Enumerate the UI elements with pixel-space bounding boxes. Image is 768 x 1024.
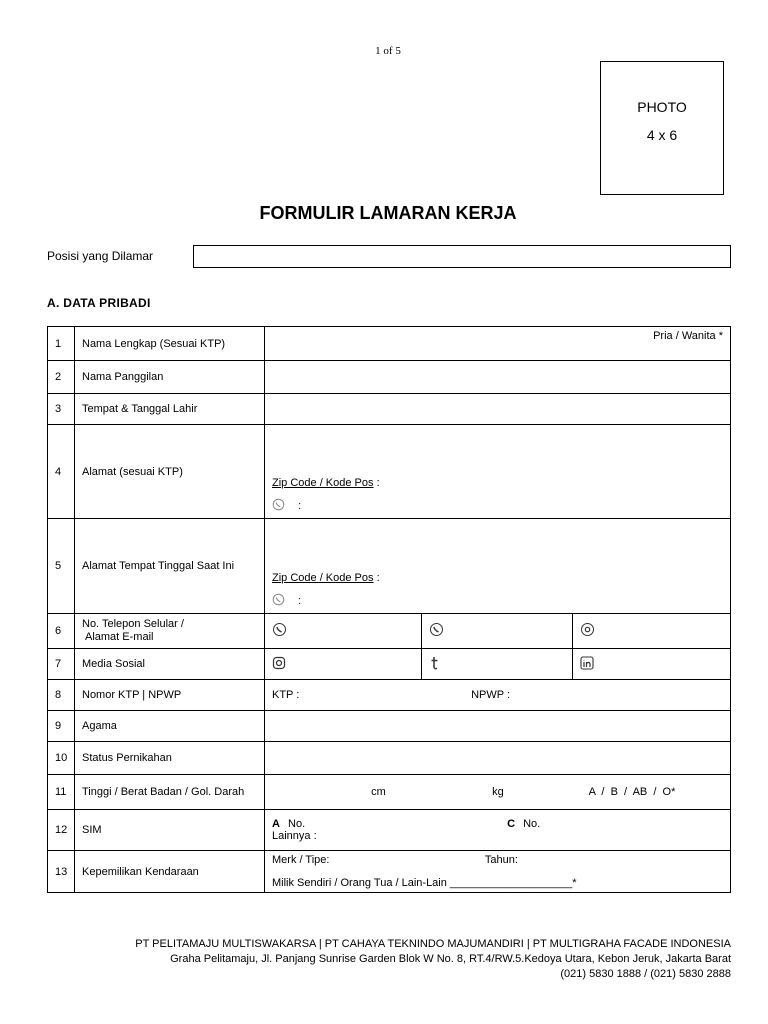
row-label: Nomor KTP | NPWP bbox=[75, 680, 265, 711]
row-number: 6 bbox=[48, 614, 75, 649]
golongan-darah-options[interactable]: A / B / AB / O* bbox=[588, 786, 676, 798]
instagram-icon bbox=[272, 656, 286, 673]
tumblr-field[interactable] bbox=[421, 649, 572, 679]
status-pernikahan-field[interactable] bbox=[265, 742, 731, 775]
sim-a-field[interactable]: A No. bbox=[272, 818, 306, 830]
row-label: Nama Panggilan bbox=[75, 361, 265, 394]
alamat-ktp-field[interactable] bbox=[265, 425, 731, 519]
table-row bbox=[48, 851, 731, 893]
kepemilikan-field[interactable]: Milik Sendiri / Orang Tua / Lain-Lain ____________________* bbox=[272, 877, 577, 889]
alamat-tinggal-field[interactable] bbox=[265, 519, 731, 614]
footer-phone: (021) 5830 1888 / (021) 5830 2888 bbox=[560, 968, 731, 980]
table-row bbox=[48, 394, 731, 425]
instagram-field[interactable] bbox=[265, 649, 421, 679]
tinggi-field[interactable]: cm bbox=[371, 786, 386, 798]
ttl-field[interactable] bbox=[265, 394, 731, 425]
ktp-field[interactable]: KTP : bbox=[272, 689, 300, 701]
agama-field[interactable] bbox=[265, 711, 731, 742]
row-number: 8 bbox=[48, 680, 75, 711]
photo-box[interactable] bbox=[600, 61, 724, 195]
row-number: 11 bbox=[48, 775, 75, 810]
table-row bbox=[48, 649, 731, 680]
row-label: Alamat (sesuai KTP) bbox=[75, 425, 265, 519]
table-row bbox=[48, 519, 731, 614]
footer-companies: PT PELITAMAJU MULTISWAKARSA | PT CAHAYA TEKNINDO MAJUMANDIRI | PT MULTIGRAHA FACADE INDONESIA bbox=[135, 938, 731, 950]
row-label: Alamat Tempat Tinggal Saat Ini bbox=[75, 519, 265, 614]
zip-label: Zip Code / Kode Pos bbox=[272, 477, 374, 489]
table-row bbox=[48, 425, 731, 519]
whatsapp-icon bbox=[272, 498, 285, 514]
zip-colon: : bbox=[376, 477, 380, 489]
row-number: 7 bbox=[48, 649, 75, 680]
photo-label: PHOTO bbox=[637, 99, 687, 115]
row-label: No. Telepon Selular / Alamat E-mail bbox=[75, 614, 265, 649]
row-number: 5 bbox=[48, 519, 75, 614]
email-icon bbox=[580, 622, 595, 640]
linkedin-icon bbox=[580, 656, 594, 673]
merk-field[interactable]: Merk / Tipe: bbox=[272, 854, 330, 866]
page-number: 1 of 5 bbox=[375, 45, 401, 57]
table-row bbox=[48, 361, 731, 394]
form-title: FORMULIR LAMARAN KERJA bbox=[259, 203, 517, 223]
posisi-input[interactable] bbox=[193, 245, 731, 268]
row-number: 13 bbox=[48, 851, 75, 893]
table-row bbox=[48, 742, 731, 775]
table-row bbox=[48, 711, 731, 742]
table-row bbox=[48, 775, 731, 810]
row-number: 3 bbox=[48, 394, 75, 425]
footer bbox=[135, 937, 731, 982]
tumblr-icon bbox=[429, 656, 441, 673]
phone-colon: : bbox=[298, 594, 302, 607]
row-label: Media Sosial bbox=[75, 649, 265, 680]
whatsapp-field[interactable] bbox=[421, 614, 572, 648]
zip-label: Zip Code / Kode Pos bbox=[272, 572, 374, 584]
table-row bbox=[48, 327, 731, 361]
row-label: Nama Lengkap (Sesuai KTP) bbox=[75, 327, 265, 361]
sim-lainnya-field[interactable]: Lainnya : bbox=[272, 830, 317, 842]
photo-size: 4 x 6 bbox=[646, 127, 678, 143]
row-label: Status Pernikahan bbox=[75, 742, 265, 775]
berat-field[interactable]: kg bbox=[492, 786, 504, 798]
row-number: 9 bbox=[48, 711, 75, 742]
table-row bbox=[48, 680, 731, 711]
table-row bbox=[48, 614, 731, 649]
row-number: 2 bbox=[48, 361, 75, 394]
whatsapp-icon bbox=[272, 593, 285, 609]
phone-field[interactable] bbox=[265, 614, 421, 648]
row-number: 4 bbox=[48, 425, 75, 519]
zip-colon: : bbox=[376, 572, 380, 584]
phone-icon bbox=[272, 622, 287, 640]
gender-options: Pria / Wanita * bbox=[653, 330, 723, 342]
sim-c-field[interactable]: C No. bbox=[507, 818, 541, 830]
nama-panggilan-field[interactable] bbox=[265, 361, 731, 394]
whatsapp-icon bbox=[429, 622, 444, 640]
phone-colon: : bbox=[298, 499, 302, 512]
email-field[interactable] bbox=[572, 614, 730, 648]
row-number: 10 bbox=[48, 742, 75, 775]
footer-address: Graha Pelitamaju, Jl. Panjang Sunrise Garden Blok W No. 8, RT.4/RW.5.Kedoya Utara, Kebon Jeruk, Jakarta Barat bbox=[170, 953, 731, 965]
nama-lengkap-field[interactable] bbox=[265, 327, 731, 361]
row-number: 1 bbox=[48, 327, 75, 361]
section-heading: A. DATA PRIBADI bbox=[47, 296, 151, 310]
linkedin-field[interactable] bbox=[572, 649, 730, 679]
row-label: Kepemilikan Kendaraan bbox=[75, 851, 265, 893]
posisi-label: Posisi yang Dilamar bbox=[47, 249, 154, 263]
npwp-field[interactable]: NPWP : bbox=[471, 689, 510, 701]
row-label: Tinggi / Berat Badan / Gol. Darah bbox=[75, 775, 265, 810]
row-label: SIM bbox=[75, 810, 265, 851]
table-row bbox=[48, 810, 731, 851]
tahun-field[interactable]: Tahun: bbox=[484, 854, 518, 866]
row-label: Tempat & Tanggal Lahir bbox=[75, 394, 265, 425]
row-label: Agama bbox=[75, 711, 265, 742]
row-number: 12 bbox=[48, 810, 75, 851]
data-pribadi-table bbox=[47, 326, 731, 893]
